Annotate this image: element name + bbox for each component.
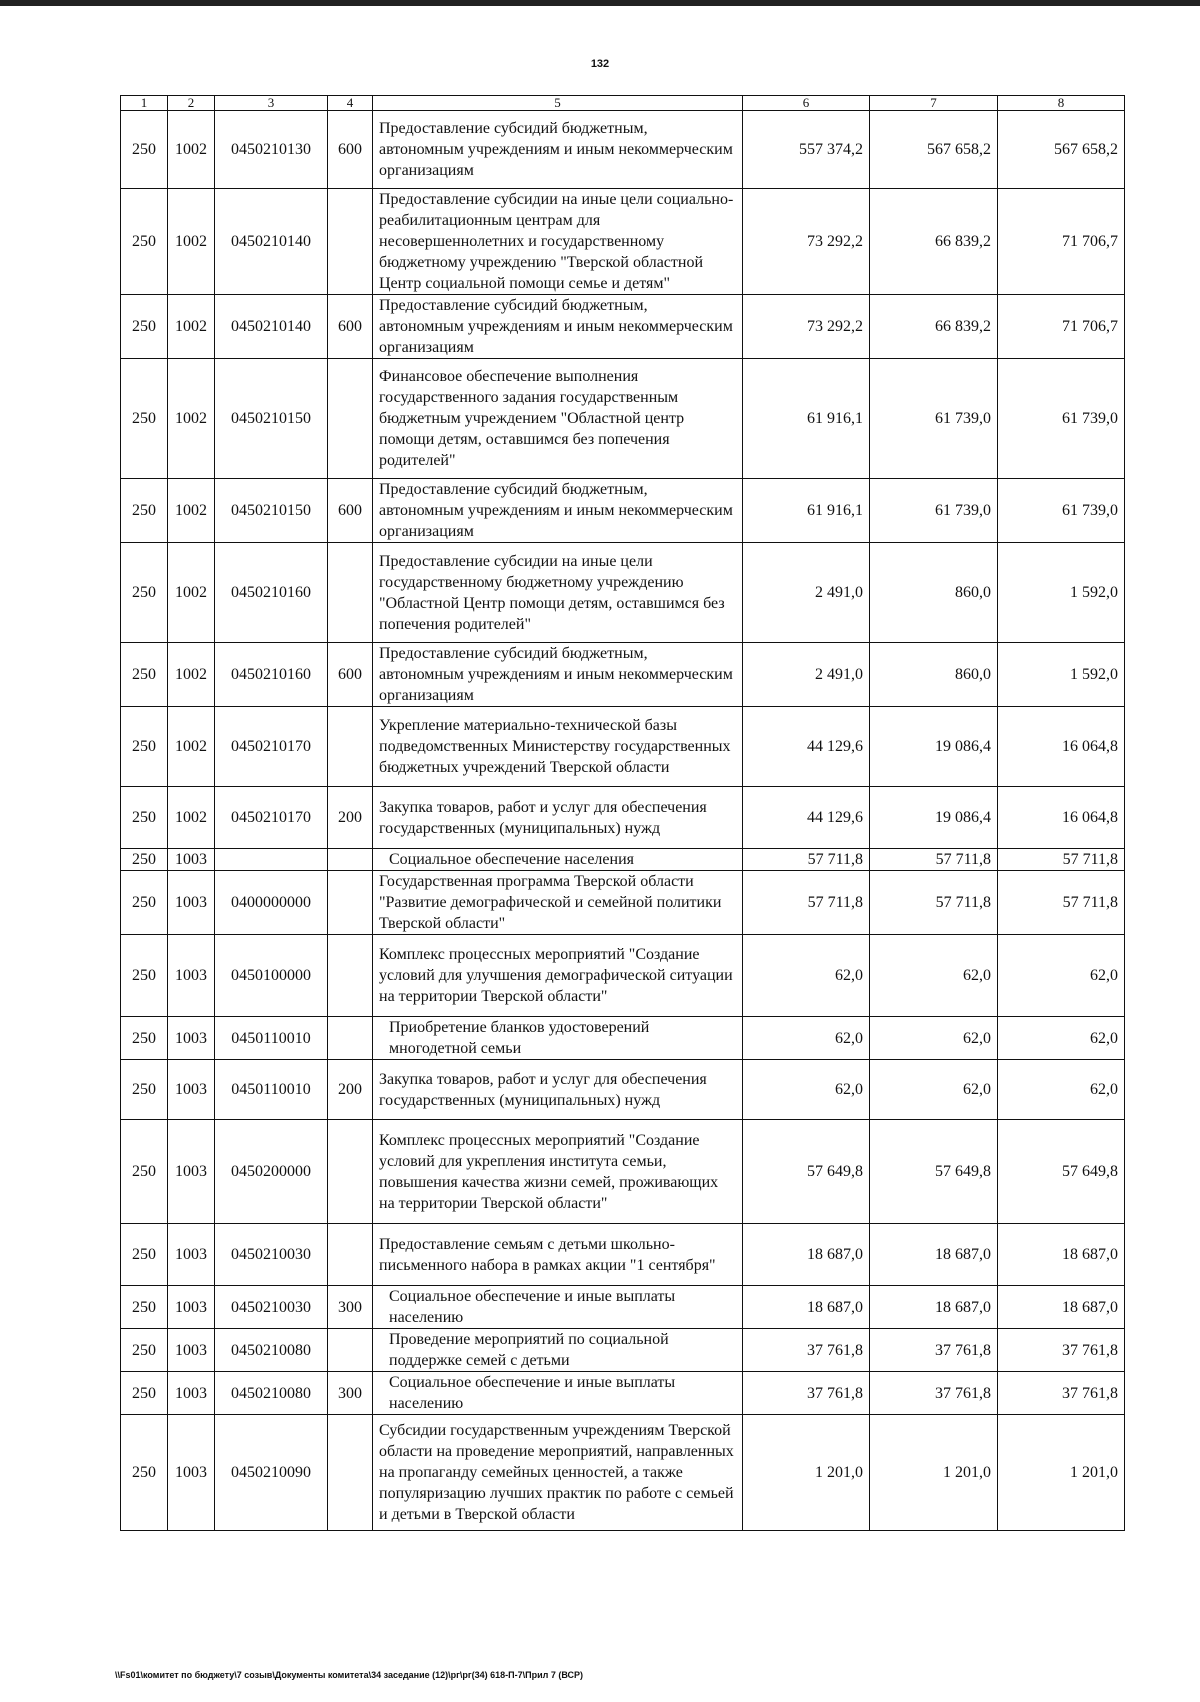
description-cell: Предоставление субсидии на иные цели социально-реабилитационным центрам для несовершеннолетних и государственному бюджетному учреждению "Тверской областной Центр социальной помощи семье и детям" xyxy=(373,189,743,295)
amount-year-1-cell: 44 129,6 xyxy=(743,787,870,849)
description-cell: Комплекс процессных мероприятий "Создание условий для улучшения демографической ситуации на территории Тверской области" xyxy=(373,935,743,1017)
amount-year-3-cell: 62,0 xyxy=(998,935,1125,1017)
amount-year-1-cell: 18 687,0 xyxy=(743,1286,870,1329)
table-row xyxy=(121,295,1125,359)
amount-year-3-cell: 62,0 xyxy=(998,1060,1125,1120)
expense-type-code-cell xyxy=(328,1017,373,1060)
amount-year-3-cell: 1 592,0 xyxy=(998,543,1125,643)
target-article-code-cell: 0450210030 xyxy=(215,1286,328,1329)
target-article-code-cell: 0450100000 xyxy=(215,935,328,1017)
amount-year-2-cell: 62,0 xyxy=(870,1060,998,1120)
description-cell: Субсидии государственным учреждениям Тверской области на проведение мероприятий, направленных на пропаганду семейных ценностей, а также популяризацию лучших практик по работе с семьей и детьми в Тверской области xyxy=(373,1415,743,1531)
expense-type-code-cell xyxy=(328,707,373,787)
amount-year-1-cell: 62,0 xyxy=(743,935,870,1017)
table-row xyxy=(121,787,1125,849)
description-cell: Закупка товаров, работ и услуг для обеспечения государственных (муниципальных) нужд xyxy=(373,1060,743,1120)
section-code-cell: 1003 xyxy=(168,1329,215,1372)
column-header: 1 xyxy=(121,96,168,111)
column-header: 6 xyxy=(743,96,870,111)
amount-year-2-cell: 57 711,8 xyxy=(870,849,998,871)
target-article-code-cell: 0450210080 xyxy=(215,1329,328,1372)
column-header: 5 xyxy=(373,96,743,111)
target-article-code-cell: 0450210170 xyxy=(215,707,328,787)
column-number-row xyxy=(121,96,1125,111)
section-code-cell: 1002 xyxy=(168,189,215,295)
target-article-code-cell: 0450210160 xyxy=(215,543,328,643)
amount-year-3-cell: 18 687,0 xyxy=(998,1224,1125,1286)
amount-year-3-cell: 61 739,0 xyxy=(998,479,1125,543)
table-row xyxy=(121,543,1125,643)
amount-year-1-cell: 18 687,0 xyxy=(743,1224,870,1286)
target-article-code-cell xyxy=(215,849,328,871)
amount-year-3-cell: 71 706,7 xyxy=(998,189,1125,295)
vedomstvo-code-cell: 250 xyxy=(121,189,168,295)
description-cell: Предоставление субсидий бюджетным, автономным учреждениям и иным некоммерческим организациям xyxy=(373,295,743,359)
expense-type-code-cell: 200 xyxy=(328,1060,373,1120)
amount-year-3-cell: 18 687,0 xyxy=(998,1286,1125,1329)
amount-year-1-cell: 57 711,8 xyxy=(743,871,870,935)
amount-year-3-cell: 62,0 xyxy=(998,1017,1125,1060)
description-cell: Предоставление субсидий бюджетным, автономным учреждениям и иным некоммерческим организациям xyxy=(373,111,743,189)
target-article-code-cell: 0450210150 xyxy=(215,479,328,543)
expense-type-code-cell: 600 xyxy=(328,111,373,189)
description-cell: Закупка товаров, работ и услуг для обеспечения государственных (муниципальных) нужд xyxy=(373,787,743,849)
table-row xyxy=(121,643,1125,707)
section-code-cell: 1003 xyxy=(168,849,215,871)
amount-year-2-cell: 19 086,4 xyxy=(870,707,998,787)
vedomstvo-code-cell: 250 xyxy=(121,479,168,543)
target-article-code-cell: 0450210080 xyxy=(215,1372,328,1415)
amount-year-3-cell: 567 658,2 xyxy=(998,111,1125,189)
table-body xyxy=(121,111,1125,1531)
budget-table xyxy=(120,95,1125,1531)
target-article-code-cell: 0450210090 xyxy=(215,1415,328,1531)
amount-year-3-cell: 16 064,8 xyxy=(998,707,1125,787)
amount-year-3-cell: 57 649,8 xyxy=(998,1120,1125,1224)
amount-year-3-cell: 16 064,8 xyxy=(998,787,1125,849)
target-article-code-cell: 0450110010 xyxy=(215,1060,328,1120)
column-header: 8 xyxy=(998,96,1125,111)
scan-edge xyxy=(0,0,1200,6)
expense-type-code-cell: 600 xyxy=(328,295,373,359)
amount-year-2-cell: 567 658,2 xyxy=(870,111,998,189)
amount-year-3-cell: 57 711,8 xyxy=(998,871,1125,935)
amount-year-2-cell: 66 839,2 xyxy=(870,189,998,295)
amount-year-1-cell: 37 761,8 xyxy=(743,1372,870,1415)
expense-type-code-cell xyxy=(328,1329,373,1372)
description-cell: Укрепление материально-технической базы подведомственных Министерству государственных бюджетных учреждений Тверской области xyxy=(373,707,743,787)
amount-year-2-cell: 37 761,8 xyxy=(870,1329,998,1372)
vedomstvo-code-cell: 250 xyxy=(121,1120,168,1224)
description-cell: Проведение мероприятий по социальной поддержке семей с детьми xyxy=(373,1329,743,1372)
amount-year-2-cell: 37 761,8 xyxy=(870,1372,998,1415)
table-row xyxy=(121,707,1125,787)
expense-type-code-cell xyxy=(328,935,373,1017)
section-code-cell: 1003 xyxy=(168,1120,215,1224)
amount-year-2-cell: 62,0 xyxy=(870,935,998,1017)
vedomstvo-code-cell: 250 xyxy=(121,849,168,871)
amount-year-1-cell: 37 761,8 xyxy=(743,1329,870,1372)
vedomstvo-code-cell: 250 xyxy=(121,1224,168,1286)
section-code-cell: 1003 xyxy=(168,871,215,935)
amount-year-2-cell: 57 711,8 xyxy=(870,871,998,935)
column-header: 7 xyxy=(870,96,998,111)
amount-year-3-cell: 61 739,0 xyxy=(998,359,1125,479)
amount-year-1-cell: 44 129,6 xyxy=(743,707,870,787)
expense-type-code-cell: 600 xyxy=(328,643,373,707)
table-row xyxy=(121,1224,1125,1286)
vedomstvo-code-cell: 250 xyxy=(121,871,168,935)
expense-type-code-cell xyxy=(328,1224,373,1286)
section-code-cell: 1003 xyxy=(168,1060,215,1120)
expense-type-code-cell xyxy=(328,543,373,643)
amount-year-1-cell: 2 491,0 xyxy=(743,543,870,643)
table-row xyxy=(121,479,1125,543)
amount-year-1-cell: 57 711,8 xyxy=(743,849,870,871)
amount-year-1-cell: 73 292,2 xyxy=(743,189,870,295)
table-row xyxy=(121,111,1125,189)
amount-year-1-cell: 62,0 xyxy=(743,1017,870,1060)
description-cell: Предоставление субсидий бюджетным, автономным учреждениям и иным некоммерческим организациям xyxy=(373,643,743,707)
table-row xyxy=(121,1415,1125,1531)
vedomstvo-code-cell: 250 xyxy=(121,1329,168,1372)
description-cell: Комплекс процессных мероприятий "Создание условий для укрепления института семьи, повышения качества жизни семей, проживающих на территории Тверской области" xyxy=(373,1120,743,1224)
expense-type-code-cell xyxy=(328,871,373,935)
expense-type-code-cell: 300 xyxy=(328,1286,373,1329)
footer-file-path: \\Fs01\комитет по бюджету\7 созыв\Документы комитета\34 заседание (12)\рг\рг(34) 618-П-7\Прил 7 (ВСР) xyxy=(115,1670,584,1680)
amount-year-2-cell: 19 086,4 xyxy=(870,787,998,849)
description-cell: Социальное обеспечение населения xyxy=(373,849,743,871)
description-cell: Предоставление семьям с детьми школьно-письменного набора в рамках акции "1 сентября" xyxy=(373,1224,743,1286)
description-cell: Приобретение бланков удостоверений многодетной семьи xyxy=(373,1017,743,1060)
expense-type-code-cell: 200 xyxy=(328,787,373,849)
expense-type-code-cell xyxy=(328,849,373,871)
expense-type-code-cell xyxy=(328,359,373,479)
vedomstvo-code-cell: 250 xyxy=(121,359,168,479)
amount-year-1-cell: 1 201,0 xyxy=(743,1415,870,1531)
amount-year-1-cell: 61 916,1 xyxy=(743,479,870,543)
section-code-cell: 1003 xyxy=(168,1372,215,1415)
target-article-code-cell: 0400000000 xyxy=(215,871,328,935)
description-cell: Социальное обеспечение и иные выплаты населению xyxy=(373,1286,743,1329)
vedomstvo-code-cell: 250 xyxy=(121,707,168,787)
table-row xyxy=(121,1120,1125,1224)
page-number: 132 xyxy=(590,58,610,70)
vedomstvo-code-cell: 250 xyxy=(121,111,168,189)
target-article-code-cell: 0450210150 xyxy=(215,359,328,479)
amount-year-1-cell: 557 374,2 xyxy=(743,111,870,189)
expense-type-code-cell xyxy=(328,189,373,295)
expense-type-code-cell xyxy=(328,1120,373,1224)
amount-year-1-cell: 61 916,1 xyxy=(743,359,870,479)
vedomstvo-code-cell: 250 xyxy=(121,787,168,849)
amount-year-2-cell: 1 201,0 xyxy=(870,1415,998,1531)
vedomstvo-code-cell: 250 xyxy=(121,643,168,707)
description-cell: Предоставление субсидий бюджетным, автономным учреждениям и иным некоммерческим организациям xyxy=(373,479,743,543)
amount-year-1-cell: 57 649,8 xyxy=(743,1120,870,1224)
description-cell: Государственная программа Тверской области "Развитие демографической и семейной политики Тверской области" xyxy=(373,871,743,935)
section-code-cell: 1003 xyxy=(168,1224,215,1286)
section-code-cell: 1002 xyxy=(168,543,215,643)
target-article-code-cell: 0450210140 xyxy=(215,295,328,359)
target-article-code-cell: 0450210030 xyxy=(215,1224,328,1286)
target-article-code-cell: 0450210160 xyxy=(215,643,328,707)
amount-year-1-cell: 62,0 xyxy=(743,1060,870,1120)
amount-year-2-cell: 62,0 xyxy=(870,1017,998,1060)
amount-year-2-cell: 61 739,0 xyxy=(870,359,998,479)
expense-type-code-cell: 600 xyxy=(328,479,373,543)
target-article-code-cell: 0450210140 xyxy=(215,189,328,295)
expense-type-code-cell: 300 xyxy=(328,1372,373,1415)
amount-year-3-cell: 57 711,8 xyxy=(998,849,1125,871)
table-row xyxy=(121,1286,1125,1329)
vedomstvo-code-cell: 250 xyxy=(121,295,168,359)
description-cell: Предоставление субсидии на иные цели государственному бюджетному учреждению "Областной Центр помощи детям, оставшимся без попечения родителей" xyxy=(373,543,743,643)
target-article-code-cell: 0450210170 xyxy=(215,787,328,849)
section-code-cell: 1003 xyxy=(168,1017,215,1060)
amount-year-3-cell: 1 592,0 xyxy=(998,643,1125,707)
vedomstvo-code-cell: 250 xyxy=(121,1060,168,1120)
vedomstvo-code-cell: 250 xyxy=(121,1286,168,1329)
table-row xyxy=(121,849,1125,871)
target-article-code-cell: 0450200000 xyxy=(215,1120,328,1224)
amount-year-2-cell: 61 739,0 xyxy=(870,479,998,543)
amount-year-2-cell: 66 839,2 xyxy=(870,295,998,359)
table-row xyxy=(121,1060,1125,1120)
vedomstvo-code-cell: 250 xyxy=(121,543,168,643)
column-header: 2 xyxy=(168,96,215,111)
section-code-cell: 1003 xyxy=(168,1415,215,1531)
description-cell: Социальное обеспечение и иные выплаты населению xyxy=(373,1372,743,1415)
table-row xyxy=(121,935,1125,1017)
amount-year-3-cell: 1 201,0 xyxy=(998,1415,1125,1531)
column-header: 4 xyxy=(328,96,373,111)
vedomstvo-code-cell: 250 xyxy=(121,1017,168,1060)
section-code-cell: 1002 xyxy=(168,707,215,787)
section-code-cell: 1002 xyxy=(168,643,215,707)
expense-type-code-cell xyxy=(328,1415,373,1531)
amount-year-2-cell: 860,0 xyxy=(870,643,998,707)
table-row xyxy=(121,1329,1125,1372)
table-row xyxy=(121,189,1125,295)
section-code-cell: 1003 xyxy=(168,1286,215,1329)
amount-year-2-cell: 18 687,0 xyxy=(870,1286,998,1329)
vedomstvo-code-cell: 250 xyxy=(121,1372,168,1415)
amount-year-1-cell: 2 491,0 xyxy=(743,643,870,707)
amount-year-2-cell: 18 687,0 xyxy=(870,1224,998,1286)
section-code-cell: 1002 xyxy=(168,787,215,849)
vedomstvo-code-cell: 250 xyxy=(121,1415,168,1531)
amount-year-3-cell: 37 761,8 xyxy=(998,1372,1125,1415)
target-article-code-cell: 0450110010 xyxy=(215,1017,328,1060)
section-code-cell: 1002 xyxy=(168,111,215,189)
section-code-cell: 1002 xyxy=(168,295,215,359)
column-header: 3 xyxy=(215,96,328,111)
vedomstvo-code-cell: 250 xyxy=(121,935,168,1017)
amount-year-3-cell: 37 761,8 xyxy=(998,1329,1125,1372)
table-row xyxy=(121,871,1125,935)
table-row xyxy=(121,359,1125,479)
amount-year-2-cell: 860,0 xyxy=(870,543,998,643)
section-code-cell: 1002 xyxy=(168,479,215,543)
section-code-cell: 1002 xyxy=(168,359,215,479)
amount-year-1-cell: 73 292,2 xyxy=(743,295,870,359)
table-row xyxy=(121,1372,1125,1415)
table-row xyxy=(121,1017,1125,1060)
amount-year-2-cell: 57 649,8 xyxy=(870,1120,998,1224)
target-article-code-cell: 0450210130 xyxy=(215,111,328,189)
amount-year-3-cell: 71 706,7 xyxy=(998,295,1125,359)
section-code-cell: 1003 xyxy=(168,935,215,1017)
description-cell: Финансовое обеспечение выполнения государственного задания государственным бюджетным учреждением "Областной центр помощи детям, оставшимся без попечения родителей" xyxy=(373,359,743,479)
